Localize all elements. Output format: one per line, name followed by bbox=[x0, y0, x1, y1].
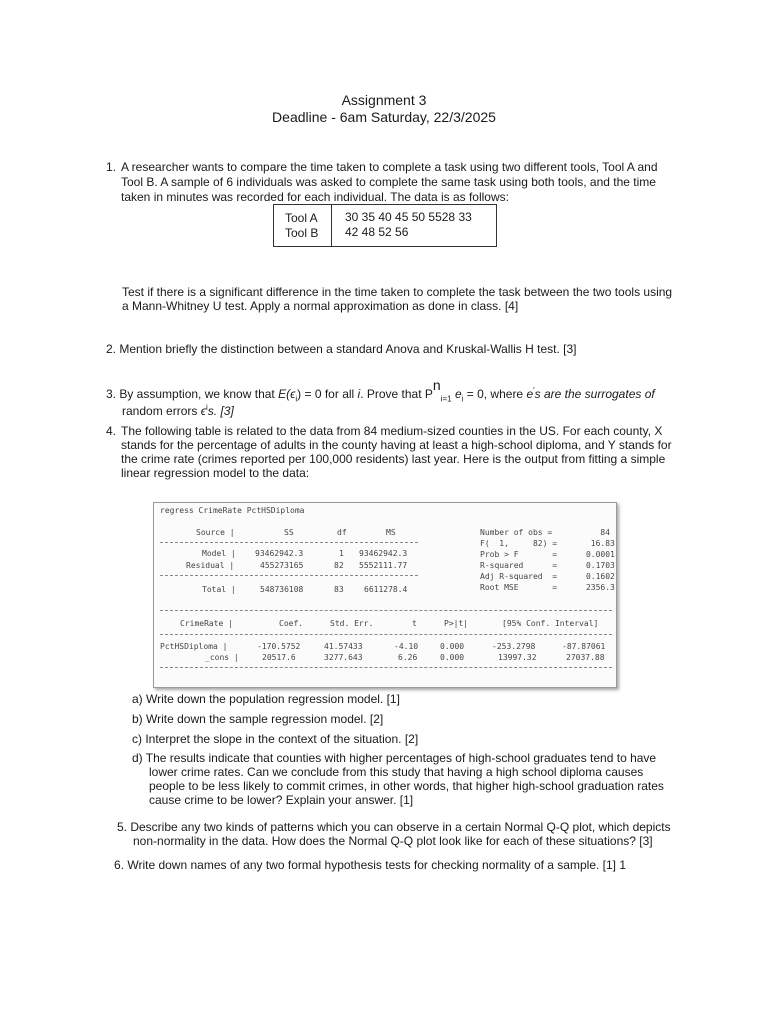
regression-output bbox=[153, 502, 617, 688]
residual-label: Residual | bbox=[186, 561, 235, 570]
coef-hdr-var: CrimeRate | bbox=[180, 619, 233, 628]
row-cons-p: 0.000 bbox=[440, 653, 465, 662]
row-pcthsdiploma-coef: -170.5752 bbox=[257, 642, 301, 651]
q3-sub-i-2: i bbox=[461, 394, 464, 404]
row-cons-t: 6.26 bbox=[398, 653, 418, 662]
row-cons-coef: 20517.6 bbox=[262, 653, 296, 662]
question-4-number: 4. bbox=[106, 424, 117, 438]
coef-hdr-p: P>|t| bbox=[444, 619, 469, 628]
question-4-line-1: The following table is related to the data from 84 medium-sized counties in the US. For each county, X bbox=[121, 424, 663, 438]
question-4-part-d-line-4: cause crime to be lower? Explain your answer. [1] bbox=[149, 793, 414, 807]
question-4-part-c: c) Interpret the slope in the context of the situation. [2] bbox=[132, 732, 419, 746]
stat-root-mse: Root MSE = 2356.3 bbox=[480, 583, 615, 592]
q3-e-surrogate: e bbox=[526, 387, 534, 401]
hdr-source: Source | bbox=[196, 528, 235, 537]
divider-5 bbox=[160, 667, 612, 668]
row-cons-hi: 27037.88 bbox=[566, 653, 605, 662]
q3-line2-eps: ϵ bbox=[200, 404, 206, 418]
row-pcthsdiploma-p: 0.000 bbox=[440, 642, 465, 651]
question-4-part-b: b) Write down the sample regression model. [2] bbox=[132, 712, 384, 726]
stat-r-squared: R-squared = 0.1703 bbox=[480, 561, 615, 570]
q3-text-a: 3. By assumption, we know that bbox=[106, 387, 279, 401]
q3-prime: ′ bbox=[533, 386, 535, 395]
q3-text-b: ) = 0 for all bbox=[297, 387, 358, 401]
model-df: 1 bbox=[339, 549, 344, 558]
total-label: Total | bbox=[202, 585, 236, 594]
stata-command: regress CrimeRate PctHSDiploma bbox=[160, 506, 305, 515]
question-4-part-d-line-1: d) The results indicate that counties with higher percentages of high-school graduates tend to have bbox=[132, 751, 657, 765]
question-4 bbox=[106, 424, 676, 484]
question-1-line-2: Tool B. A sample of 6 individuals was asked to complete the same task using both tools, and the time bbox=[121, 175, 656, 189]
residual-df: 82 bbox=[334, 561, 344, 570]
tool-b-values: 42 48 52 56 bbox=[345, 225, 409, 239]
q3-s-part: s are the surrogates of bbox=[534, 387, 655, 401]
question-1-task-line-1: Test if there is a significant difference in the time taken to complete the task between the two tools using bbox=[122, 285, 673, 299]
question-4-part-a: a) Write down the population regression model. [1] bbox=[132, 692, 400, 706]
question-4-line-3: the crime rate (crimes reported per 100,000 residents) last year. Here is the output from fitting a simple bbox=[121, 452, 666, 466]
question-2: 2. Mention briefly the distinction between a standard Anova and Kruskal-Wallis H test. [3] bbox=[106, 342, 577, 356]
question-5-line-2: non-normality in the data. How does the Normal Q-Q plot look like for each of these situations? [3] bbox=[133, 834, 653, 848]
question-1-task-line-2: a Mann-Whitney U test. Apply a normal approximation as done in class. [4] bbox=[122, 299, 519, 313]
q3-text-c: . Prove that P bbox=[360, 387, 433, 401]
row-pcthsdiploma-lo: -253.2798 bbox=[492, 642, 536, 651]
question-5-line-1: 5. Describe any two kinds of patterns which you can observe in a certain Normal Q-Q plot, which depicts bbox=[117, 820, 671, 834]
coef-hdr-ci: [95% Conf. Interval] bbox=[502, 619, 599, 628]
tool-b-label: Tool B bbox=[285, 226, 319, 240]
tool-data-table bbox=[273, 204, 497, 247]
question-1 bbox=[106, 160, 676, 204]
q3-sub-i: i bbox=[295, 394, 298, 404]
row-cons-lo: 13997.32 bbox=[498, 653, 537, 662]
deadline: Deadline - 6am Saturday, 22/3/2025 bbox=[272, 109, 496, 125]
q3-line2-a: random errors bbox=[122, 404, 201, 418]
divider-4 bbox=[160, 634, 612, 635]
tool-a-values: 30 35 40 45 50 5528 33 bbox=[345, 210, 472, 224]
row-pcthsdiploma-t: -4.10 bbox=[394, 642, 419, 651]
row-pcthsdiploma-hi: -87.87061 bbox=[562, 642, 606, 651]
residual-ss: 455273165 bbox=[260, 561, 304, 570]
total-df: 83 bbox=[334, 585, 344, 594]
assignment-title: Assignment 3 bbox=[341, 92, 427, 108]
question-6: 6. Write down names of any two formal hypothesis tests for checking normality of a sample. [1] 1 bbox=[114, 858, 627, 872]
hdr-df: df bbox=[337, 528, 347, 537]
q3-sub-i1: i=1 bbox=[440, 394, 452, 404]
question-4-line-2: stands for the percentage of adults in the county having at least a high-school diploma, and Y stands for bbox=[121, 438, 672, 452]
question-4-part-d-line-3: people to be less likely to commit crimes, in other words, that higher high-school graduation rates bbox=[149, 779, 664, 793]
q3-ital-i: i bbox=[357, 387, 361, 401]
coef-hdr-coef: Coef. bbox=[279, 619, 304, 628]
coef-hdr-t: t bbox=[412, 619, 417, 628]
question-3-line-2 bbox=[122, 401, 234, 418]
row-pcthsdiploma-se: 41.57433 bbox=[324, 642, 363, 651]
residual-ms: 5552111.77 bbox=[359, 561, 408, 570]
model-label: Model | bbox=[202, 549, 236, 558]
total-ss: 548736108 bbox=[260, 585, 304, 594]
row-cons-se: 3277.643 bbox=[324, 653, 363, 662]
question-1-line-3: taken in minutes was recorded for each individual. The data is as follows: bbox=[121, 190, 509, 204]
question-1-number: 1. bbox=[106, 160, 117, 174]
stat-adj-r-squared: Adj R-squared = 0.1602 bbox=[480, 572, 615, 581]
row-pcthsdiploma-var: PctHSDiploma | bbox=[160, 642, 228, 651]
stat-nobs: Number of obs = 84 bbox=[480, 528, 611, 537]
hdr-ms: MS bbox=[386, 528, 396, 537]
question-1-line-1: A researcher wants to compare the time taken to complete a task using two different tools, Tool A and bbox=[121, 160, 658, 174]
q3-expectation: E(ϵ bbox=[278, 387, 296, 401]
q3-e-i: e bbox=[451, 387, 462, 401]
table-divider bbox=[331, 205, 332, 246]
total-ms: 6611278.4 bbox=[364, 585, 408, 594]
q3-line2-b: s. [3] bbox=[207, 404, 234, 418]
stat-f: F( 1, 82) = 16.83 bbox=[480, 539, 615, 548]
q3-line2-i: i bbox=[206, 403, 208, 412]
tool-a-label: Tool A bbox=[285, 211, 318, 225]
stat-prob-f: Prob > F = 0.0001 bbox=[480, 550, 615, 559]
question-4-part-d-line-2: lower crime rates. Can we conclude from this study that having a high school diploma causes bbox=[149, 765, 644, 779]
question-4-line-4: linear regression model to the data: bbox=[121, 466, 310, 480]
divider-1 bbox=[160, 542, 418, 543]
divider-3 bbox=[160, 610, 612, 611]
row-cons-var: _cons | bbox=[205, 653, 239, 662]
divider-2 bbox=[160, 575, 418, 576]
q3-text-d: = 0, where bbox=[463, 387, 527, 401]
model-ss: 93462942.3 bbox=[255, 549, 304, 558]
q3-sup-n: n bbox=[432, 377, 441, 393]
hdr-ss: SS bbox=[284, 528, 294, 537]
model-ms: 93462942.3 bbox=[359, 549, 408, 558]
coef-hdr-se: Std. Err. bbox=[330, 619, 374, 628]
